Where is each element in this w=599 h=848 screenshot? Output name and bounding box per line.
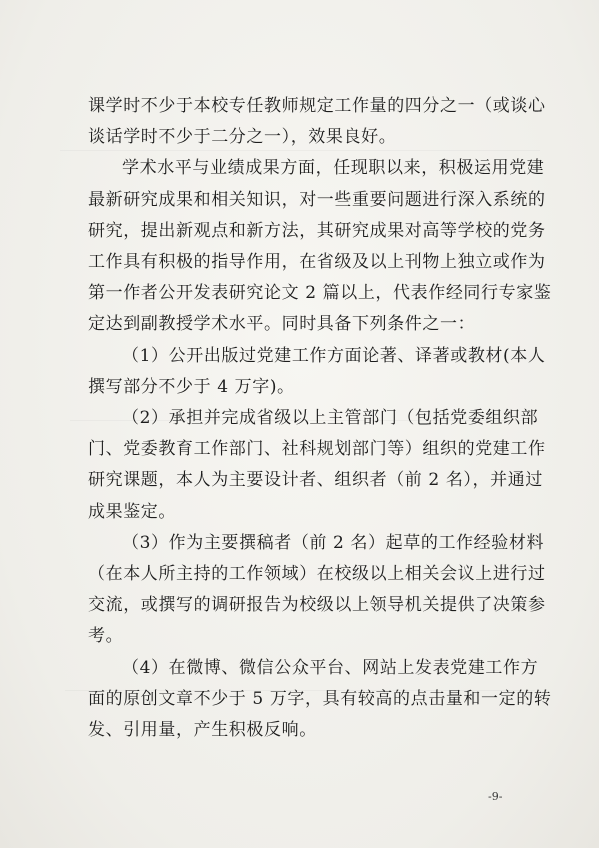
text-line: 考。 [88, 626, 124, 646]
paper-texture [60, 150, 540, 151]
text-line: 撰写部分不少于 4 万字)。 [88, 377, 295, 397]
text-line: 研究课题，本人为主要设计者、组织者（前 2 名），并通过 [88, 470, 543, 490]
text-line: 学术水平与业绩成果方面，任现职以来，积极运用党建 [122, 158, 545, 178]
text-line: 工作具有积极的指导作用，在省级及以上刊物上独立或作为 [88, 252, 546, 272]
text-line: 最新研究成果和相关知识，对一些重要问题进行深入系统的 [88, 190, 546, 210]
text-line: 成果鉴定。 [88, 502, 176, 522]
text-line: （在本人所主持的工作领域）在校级以上相关会议上进行过 [88, 564, 546, 584]
text-line: （2）承担并完成省级以上主管部门（包括党委组织部 [122, 408, 539, 428]
page-number: -9- [488, 790, 503, 803]
text-line: 门、党委教育工作部门、社科规划部门等）组织的党建工作 [88, 439, 546, 459]
text-line: 课学时不少于本校专任教师规定工作量的四分之一（或谈心 [88, 96, 546, 116]
text-line: （4）在微博、微信公众平台、网站上发表党建工作方 [122, 658, 539, 678]
text-line: 定达到副教授学术水平。同时具备下列条件之一： [88, 314, 476, 334]
text-line: 谈话学时不少于二分之一），效果良好。 [88, 127, 397, 147]
text-line: 研究，提出新观点和新方法，其研究成果对高等学校的党务 [88, 221, 546, 241]
text-line: 交流，或撰写的调研报告为校级以上领导机关提供了决策参 [88, 595, 546, 615]
text-line: 面的原创文章不少于 5 万字，具有较高的点击量和一定的转 [88, 689, 552, 709]
text-line: （1）公开出版过党建工作方面论著、译著或教材(本人 [122, 346, 546, 366]
text-line: 发、引用量，产生积极反响。 [88, 720, 317, 740]
text-line: （3）作为主要撰稿者（前 2 名）起草的工作经验材料 [122, 533, 545, 553]
text-line: 第一作者公开发表研究论文 2 篇以上，代表作经同行专家鉴 [88, 283, 552, 303]
